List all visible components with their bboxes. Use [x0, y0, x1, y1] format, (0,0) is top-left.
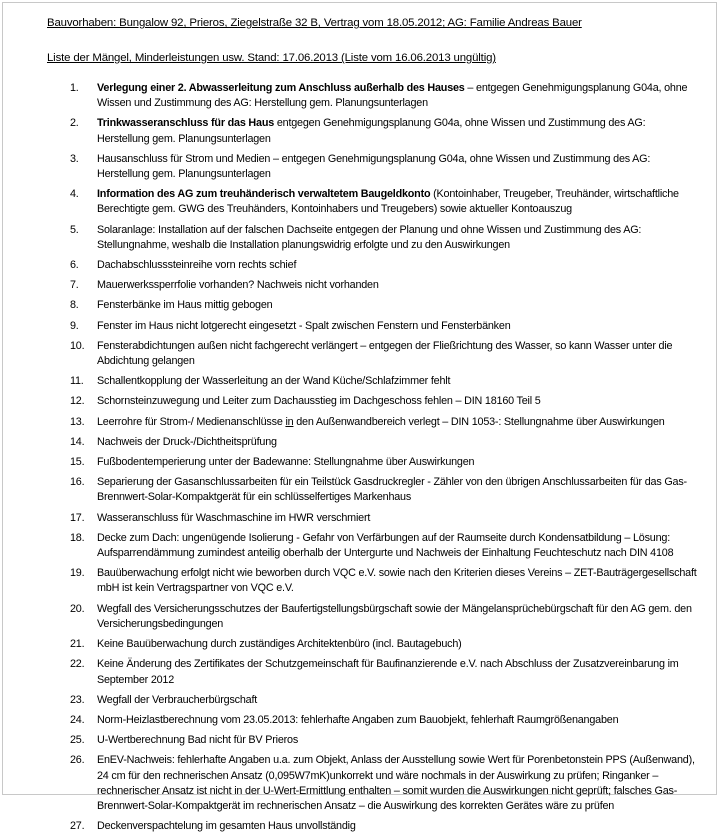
- list-item: [70, 733, 700, 748]
- list-item: [70, 602, 700, 632]
- item-text: Dachabschlusssteinreihe vorn rechts schief: [97, 259, 297, 272]
- item-text: Fenster im Haus nicht lotgerecht eingesetzt - Spalt zwischen Fenstern und Fensterbänken: [97, 319, 511, 332]
- item-text: Fußbodentemperierung unter der Badewanne: Stellungnahme über Auswirkungen: [97, 456, 475, 469]
- item-number: 1.: [70, 82, 79, 94]
- list-item: [70, 339, 700, 369]
- list-item: [70, 223, 700, 253]
- list-item: [70, 713, 700, 728]
- list-item: [70, 374, 700, 389]
- list-item: [70, 566, 700, 596]
- item-number: 16.: [70, 476, 85, 489]
- item-number: 25.: [70, 734, 85, 747]
- item-text: Nachweis der Druck-/Dichtheitsprüfung: [97, 435, 277, 448]
- item-text: entgegen Genehmigungsplanung G04a, ohne Wissen und Zustimmung des AG: Herstellung gem. Planungsunterlagen: [97, 117, 646, 145]
- list-item: [70, 81, 700, 111]
- item-number: 2.: [70, 117, 79, 130]
- list-item: [70, 278, 700, 293]
- item-text: Keine Bauüberwachung durch zuständiges Architektenbüro (incl. Bautagebuch): [97, 638, 462, 651]
- list-item: [70, 394, 700, 409]
- item-number: 4.: [70, 188, 79, 201]
- item-text: Schornsteinzuwegung und Leiter zum Dachausstieg im Dachgeschoss fehlen – DIN 18160 Teil 5: [97, 395, 541, 408]
- item-text: (Kontoinhaber, Treugeber, Treuhänder, wirtschaftliche Berechtigte gem. GWG des Treuhänders, Kontoinhabers und Treugebers) sowie aktueller Kontoauszug: [97, 188, 679, 216]
- item-number: 18.: [70, 531, 85, 544]
- item-text: – entgegen Genehmigungsplanung G04a, ohne Wissen und Zustimmung des AG: Herstellung gem. Planungsunterlagen: [97, 82, 688, 110]
- defect-list: [70, 81, 700, 839]
- project-header: Bauvorhaben: Bungalow 92, Prieros, Ziegelstraße 32 B, Vertrag vom 18.05.2012; AG: Familie Andreas Bauer: [47, 17, 582, 29]
- item-text: EnEV-Nachweis: fehlerhafte Angaben u.a. zum Objekt, Anlass der Ausstellung sowie Wert für Porenbetonstein PPS (Außenwand), 24 cm für den rechnerischen Ansatz (0,095W7mK)unkorrekt und wäre nochmals in der Auswirkung zu prüfen; Ringanker – rechnerischer Ansatz ist nicht in der U-Wert-Ermittlung enthalten – somit wurden die Auswirkungen nicht geprüft; falsches Gas-Brennwert-Solar-Kompaktgerät im rechnerischen Ansatz – die Auswirkung des korrekten Gerätes wäre zu prüfen: [97, 754, 695, 812]
- item-number: 13.: [70, 415, 85, 428]
- item-number: 19.: [70, 567, 85, 580]
- item-text-pre: Leerrohre für Strom-/ Medienanschlüsse: [97, 415, 286, 428]
- item-number: 17.: [70, 511, 85, 524]
- item-text: Mauerwerkssperrfolie vorhanden? Nachweis nicht vorhanden: [97, 279, 379, 292]
- list-item: [70, 319, 700, 334]
- item-text: U-Wertberechnung Bad nicht für BV Prieros: [97, 734, 299, 747]
- item-number: 23.: [70, 693, 85, 706]
- list-item: [70, 187, 700, 217]
- list-item: [70, 455, 700, 470]
- item-number: 22.: [70, 658, 85, 671]
- item-text: Wegfall des Versicherungsschutzes der Baufertigstellungsbürgschaft sowie der Mängelansprüchebürgschaft für den AG gem. den Versicherungsbedingungen: [97, 602, 692, 630]
- item-text: Keine Änderung des Zertifikates der Schutzgemeinschaft für Baufinanzierende e.V. nach Abschluss der Zusatzvereinbarung im September 2012: [97, 658, 679, 686]
- item-text: Solaranlage: Installation auf der falschen Dachseite entgegen der Planung und ohne Wissen und Zustimmung des AG: Stellungnahme, weshalb die Installation planungswidrig erfolgte und zu den Auswirkungen: [97, 223, 642, 251]
- item-number: 3.: [70, 152, 79, 165]
- item-number: 6.: [70, 259, 79, 272]
- list-item: [70, 693, 700, 708]
- item-number: 7.: [70, 279, 79, 292]
- item-text: Wasseranschluss für Waschmaschine im HWR verschmiert: [97, 511, 371, 524]
- list-item: [70, 753, 700, 814]
- item-text: den Außenwandbereich verlegt – DIN 1053-: Stellungnahme über Auswirkungen: [293, 415, 665, 428]
- item-text: Schallentkopplung der Wasserleitung an der Wand Küche/Schlafzimmer fehlt: [97, 375, 451, 388]
- item-text: Deckenverspachtelung im gesamten Haus unvollständig: [97, 820, 356, 833]
- item-bold-text: Trinkwasseranschluss für das Haus: [97, 117, 275, 130]
- list-item: [70, 435, 700, 450]
- list-item: [70, 637, 700, 652]
- item-number: 12.: [70, 395, 85, 408]
- item-text: Wegfall der Verbraucherbürgschaft: [97, 693, 258, 706]
- list-item: [70, 531, 700, 561]
- item-underlined-text: in: [285, 415, 294, 428]
- item-number: 15.: [70, 456, 85, 469]
- item-bold-text: Verlegung einer 2. Abwasserleitung zum Anschluss außerhalb des Hauses: [97, 82, 465, 94]
- item-text: Fensterbänke im Haus mittig gebogen: [97, 299, 273, 312]
- item-text: Bauüberwachung erfolgt nicht wie beworben durch VQC e.V. sowie nach den Kriterien dieses Vereins – ZET-Bauträgergesellschaft mbH ist kein Vertragspartner von VQC e.V.: [97, 567, 697, 595]
- item-number: 24.: [70, 713, 85, 726]
- item-number: 10.: [70, 339, 85, 352]
- list-item: [70, 298, 700, 313]
- item-text: Norm-Heizlastberechnung vom 23.05.2013: fehlerhafte Angaben zum Bauobjekt, fehlerhaft Raumgrößenangaben: [97, 713, 619, 726]
- item-number: 9.: [70, 319, 79, 332]
- list-item: [70, 475, 700, 505]
- item-number: 5.: [70, 223, 79, 236]
- list-item: [70, 415, 700, 430]
- list-item: [70, 511, 700, 526]
- list-item: [70, 116, 700, 146]
- item-number: 26.: [70, 754, 85, 767]
- item-number: 20.: [70, 602, 85, 615]
- list-item: [70, 152, 700, 182]
- item-number: 21.: [70, 638, 85, 651]
- list-title: Liste der Mängel, Minderleistungen usw. Stand: 17.06.2013 (Liste vom 16.06.2013 ungültig): [47, 52, 496, 64]
- item-number: 14.: [70, 435, 85, 448]
- item-number: 8.: [70, 299, 79, 312]
- item-number: 27.: [70, 820, 85, 833]
- item-text: Fensterabdichtungen außen nicht fachgerecht verlängert – entgegen der Fließrichtung des Wasser, so kann Wasser unter die Abdichtung gelangen: [97, 339, 673, 368]
- item-text: Hausanschluss für Strom und Medien – entgegen Genehmigungsplanung G04a, ohne Wissen und Zustimmung des AG: Herstellung gem. Planungsunterlagen: [97, 152, 651, 181]
- item-text: Decke zum Dach: ungenügende Isolierung - Gefahr von Verfärbungen auf der Raumseite durch Kondensatbildung – Lösung: Aufsparrendämmung zumindest anteilig oberhalb der Untergurte und Nachweis der Einhaltung Feuchteschutz nach DIN 4108: [97, 531, 674, 560]
- list-item: [70, 258, 700, 273]
- item-text: Separierung der Gasanschlussarbeiten für ein Teilstück Gasdruckregler - Zähler von den übrigen Anschlussarbeiten für das Gas-Brennwert-Solar-Kompaktgerät für ein schlüsselfertiges Markenhaus: [97, 476, 687, 504]
- item-bold-text: Information des AG zum treuhänderisch verwaltetem Baugeldkonto: [97, 188, 431, 201]
- item-number: 11.: [70, 375, 84, 388]
- list-item: [70, 657, 700, 687]
- list-item: [70, 819, 700, 834]
